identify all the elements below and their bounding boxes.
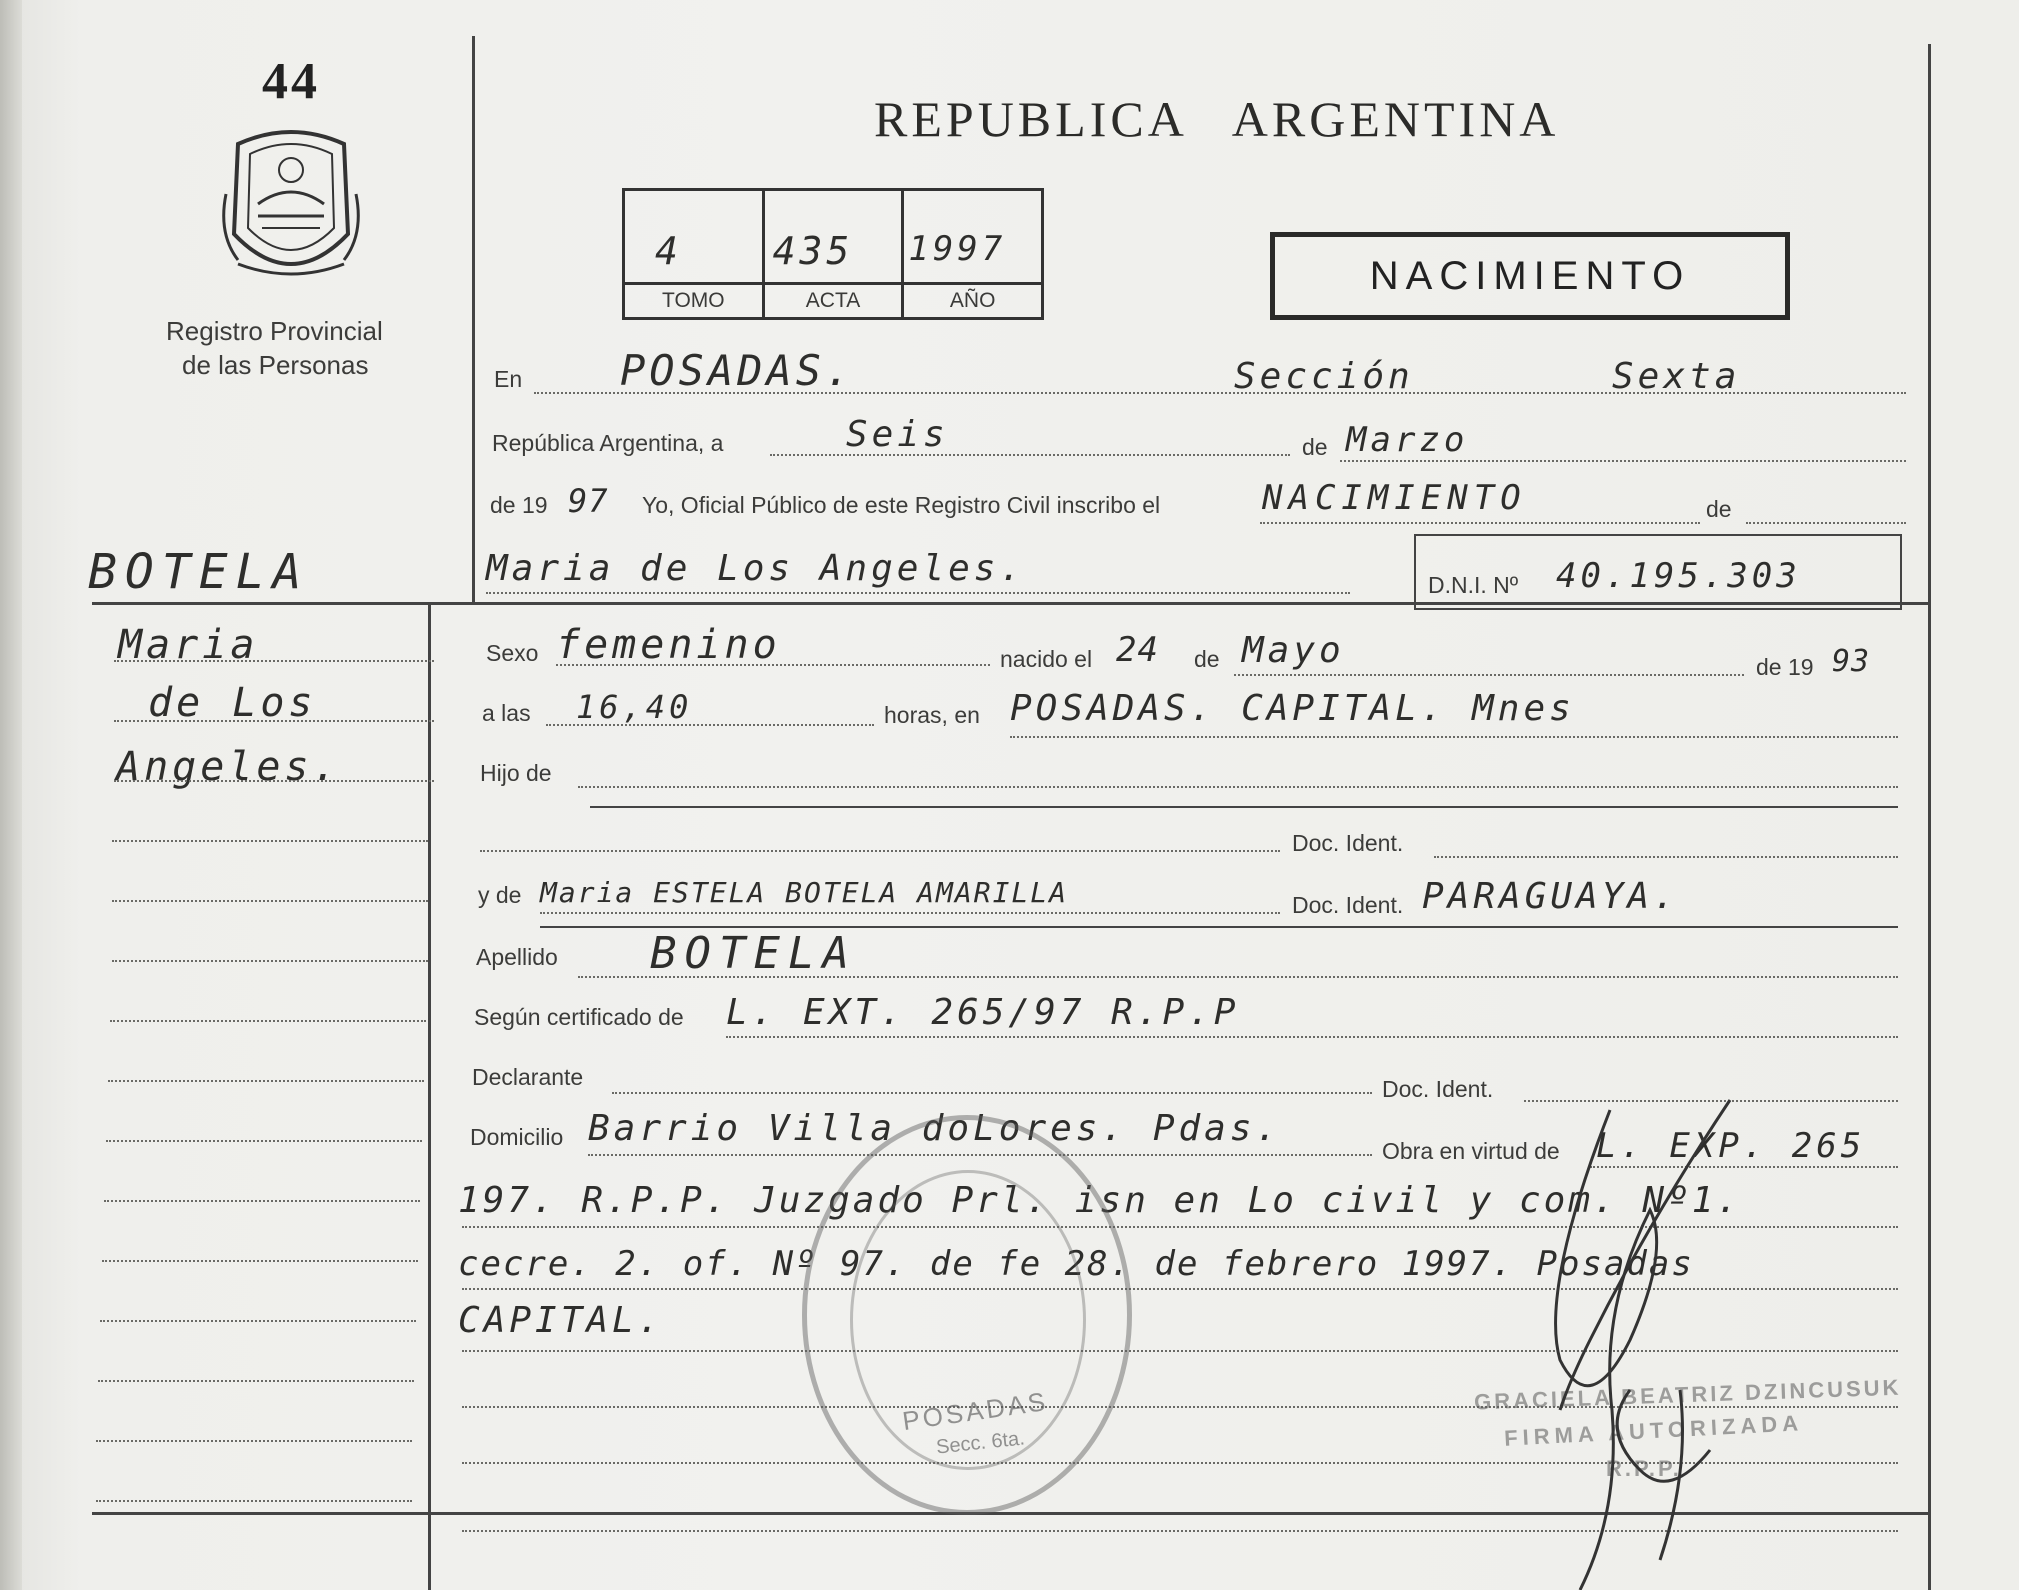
doc-ident-label-2: Doc. Ident. [1292, 892, 1404, 918]
de-dotted-line [1746, 522, 1906, 524]
official-title-stamp: FIRMA AUTORIZADA [1503, 1410, 1804, 1451]
right-border [1928, 44, 1931, 1590]
note-line-2: cecre. 2. of. Nº 97. de fe 28. de febrero 1997. Posadas [458, 1244, 1694, 1284]
left-line [110, 1020, 426, 1022]
record-type-box [1270, 232, 1790, 320]
seccion-value: Sección [1234, 356, 1414, 397]
left-line [114, 660, 434, 662]
sexo-dotted-line [556, 664, 990, 666]
en-label: En [494, 366, 523, 392]
left-line [96, 1500, 412, 1502]
hijo-label: Hijo de [480, 760, 552, 786]
doc-ident-label-3: Doc. Ident. [1382, 1076, 1494, 1102]
record-type-label: NACIMIENTO [1369, 253, 1691, 298]
left-line [102, 1260, 418, 1262]
tomo-cell [625, 191, 765, 317]
horas-label: horas, en [884, 702, 980, 728]
left-line [112, 960, 428, 962]
mother-dotted-line [540, 912, 1280, 914]
alas-label: a las [482, 700, 531, 726]
tomo-label: TOMO [625, 282, 762, 317]
child-name-value: Maria de Los Angeles. [486, 548, 1026, 589]
note-line-1: 197. R.P.P. Juzgado Prl. isn en Lo civil y com. Nº1. [458, 1180, 1742, 1221]
tomo-value: 4 [655, 229, 682, 273]
birth-year: 93 [1832, 644, 1871, 679]
dni-label: D.N.I. Nº [1428, 572, 1519, 598]
apellido-label: Apellido [476, 944, 558, 970]
left-line [114, 780, 434, 782]
acta-label: ACTA [765, 282, 902, 317]
declarante-label: Declarante [472, 1064, 584, 1090]
country-title: REPUBLICA ARGENTINA [874, 91, 1560, 147]
seal-sub: Secc. 6ta. [935, 1427, 1026, 1459]
republica-label: República Argentina, a [492, 430, 724, 456]
act-value: NACIMIENTO [1262, 478, 1527, 518]
year-prefix: de 19 [490, 492, 548, 518]
nacido-label: nacido el [1000, 646, 1093, 672]
province-crest-icon [218, 124, 364, 284]
left-divider [472, 36, 475, 602]
declarante-dotted-line [612, 1092, 1372, 1094]
apellido-dotted-line [578, 976, 1898, 978]
de-label-2: de [1706, 496, 1732, 522]
place-value: POSADAS. CAPITAL. Mnes [1010, 688, 1575, 729]
left-line [112, 900, 428, 902]
left-name-2: de Los [148, 680, 317, 726]
place-dotted-line [1010, 736, 1898, 738]
left-line [104, 1200, 420, 1202]
official-org-stamp: R.P.P. [1606, 1456, 1682, 1481]
apellido-value: BOTELA [650, 928, 857, 979]
left-name-3: Angeles. [116, 744, 341, 790]
anio-label: AÑO [904, 282, 1041, 317]
left-line [100, 1320, 416, 1322]
obra-label: Obra en virtud de [1382, 1138, 1560, 1164]
de-19-label: de 19 [1756, 654, 1814, 680]
birth-month: Mayo [1242, 630, 1345, 671]
acta-cell [765, 191, 905, 317]
year-suffix: 97 [568, 482, 609, 520]
month-value: Marzo [1346, 420, 1469, 460]
birth-day: 24 [1116, 630, 1159, 670]
child-name-dotted-line [486, 592, 1350, 594]
obra-value: L. EXP. 265 [1596, 1126, 1866, 1166]
segun-value: L. EXT. 265/97 R.P.P [726, 992, 1240, 1033]
yde-label: y de [478, 882, 522, 908]
de-label-3: de [1194, 646, 1220, 672]
registry-name-line2: de las Personas [182, 350, 369, 380]
left-line [112, 840, 428, 842]
mother-value: Maria ESTELA BOTELA AMARILLA [540, 876, 1069, 909]
seccion-value-2: Sexta [1612, 356, 1741, 397]
time-dotted-line [546, 724, 874, 726]
left-line [114, 720, 434, 722]
left-surname: BOTELA [88, 544, 310, 600]
act-dotted-line [1260, 522, 1700, 524]
left-divider-lower [428, 602, 431, 1590]
domicilio-label: Domicilio [470, 1124, 564, 1150]
father-doc-dotted-line [1434, 856, 1898, 858]
month-dotted-line [1340, 460, 1906, 462]
father-dotted-line [480, 850, 1280, 852]
anio-value: 1997 [908, 229, 1007, 269]
official-name-stamp: GRACIELA BEATRIZ DZINCUSUK [1473, 1374, 1902, 1415]
hijo-underline [590, 806, 1898, 808]
left-name-1: Maria [118, 622, 259, 668]
de-label: de [1302, 434, 1328, 460]
segun-dotted-line [726, 1036, 1898, 1038]
mother-doc-value: PARAGUAYA. [1422, 876, 1679, 917]
serial-number: 44 [262, 53, 320, 110]
seal-city: POSADAS [900, 1385, 1051, 1437]
doc-ident-label: Doc. Ident. [1292, 830, 1404, 856]
domicilio-value: Barrio Villa doLores. Pdas. [588, 1108, 1282, 1149]
yo-statement: Yo, Oficial Público de este Registro Civil inscribo el [642, 492, 1161, 518]
acta-value: 435 [772, 229, 854, 273]
time-value: 16,40 [576, 688, 693, 726]
sexo-value: femenino [556, 622, 781, 668]
hijo-dotted-line [578, 786, 1898, 788]
registry-name-line1: Registro Provincial [166, 316, 383, 346]
page-edge [0, 0, 22, 1590]
left-line [96, 1440, 412, 1442]
signature-scribble-icon [1500, 1090, 1760, 1590]
anio-cell [904, 191, 1041, 317]
left-line [106, 1140, 422, 1142]
note-line-3: CAPITAL. [458, 1300, 664, 1341]
left-line [108, 1080, 424, 1082]
segun-label: Según certificado de [474, 1004, 684, 1030]
left-line [98, 1380, 414, 1382]
record-number-grid [622, 188, 1044, 320]
dni-value: 40.195.303 [1556, 556, 1801, 596]
en-value: POSADAS. [620, 346, 855, 395]
day-value: Seis [846, 414, 949, 455]
birth-month-dotted-line [1234, 674, 1744, 676]
sexo-label: Sexo [486, 640, 539, 666]
